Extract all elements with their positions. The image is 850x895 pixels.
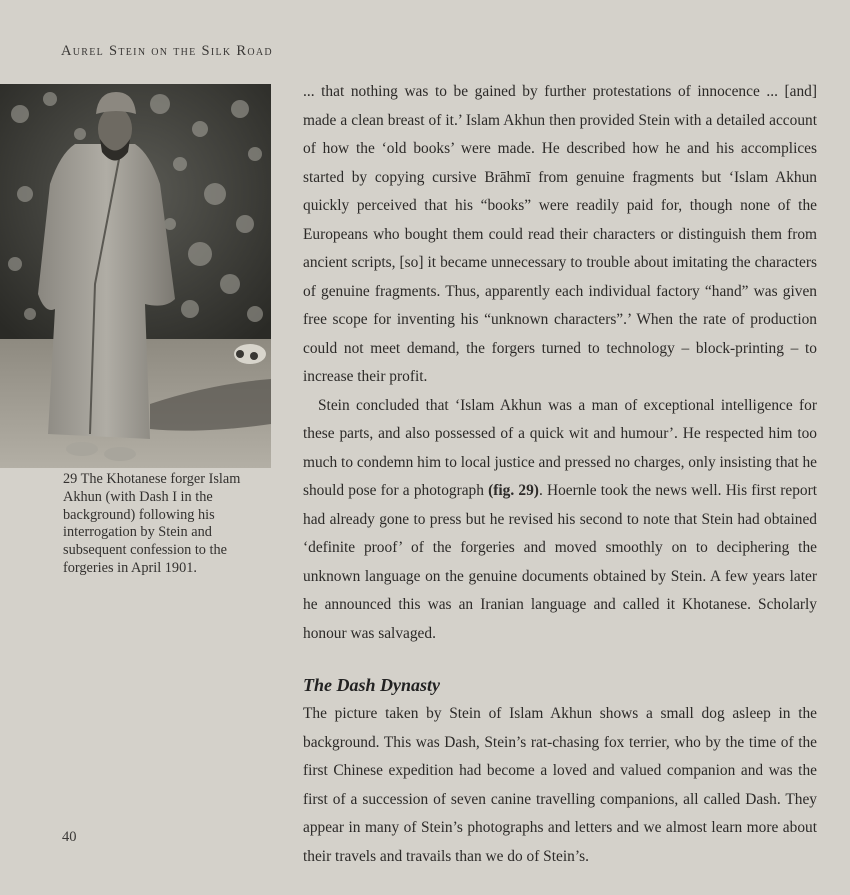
paragraph-2-text-a: Stein concluded that ‘Islam Akhun was a man of exceptional intelligence for these parts, and also possessed of a quick wit and humour’. He respected him too much to condemn him to local justice and pressed no charges, only insisting that he should pose for a photograph	[303, 396, 817, 499]
figure-photograph	[0, 84, 271, 468]
paragraph-2-text-b: . Hoernle took the news well. His first report had already gone to press but he revised his second to note that Stein had obtained ‘definite proof’ of the forgeries and moved smoothly on to deciphering the unknown language on the genuine documents obtained by Stein. A few years later he announced this was an Iranian language and called it Khotanese. Scholarly honour was salvaged.	[303, 482, 818, 642]
running-head: Aurel Stein on the Silk Road	[61, 43, 273, 59]
paragraph-3: The picture taken by Stein of Islam Akhun shows a small dog asleep in the background. This was Dash, Stein’s rat-chasing fox terrier, who by the time of the first Chinese expedition had become a loved and valued companion and was the first of a succession of seven canine travelling companions, all called Dash. They appear in many of Stein’s photographs and letters and we almost learn more about their travels and travails than we do of Stein’s.	[303, 705, 817, 865]
figure-caption: 29 The Khotanese forger Islam Akhun (with Dash I in the background) following his interrogation by Stein and subsequent confession to the forgeries in April 1901.	[63, 471, 241, 576]
paragraph-2	[303, 392, 817, 649]
figure-reference: (fig. 29)	[488, 482, 539, 499]
paragraph-1: ... that nothing was to be gained by further protestations of innocence ... [and] made a clean breast of it.’ Islam Akhun then provided Stein with a detailed account of how the ‘old books’ were made. He described how he and his accomplices started by copying cursive Brāhmī from genuine fragments but ‘Islam Akhun quickly perceived that his “books” were readily paid for, though none of the Europeans who bought them could read their characters or distinguish them from ancient scripts, [so] it became unnecessary to trouble about imitating the characters of genuine fragments. Thus, apparently each individual factory “hand” was given free scope for inventing his “unknown characters”.’ When the rate of production could not meet demand, the forgers turned to technology – block-printing – to increase their profit.	[303, 83, 817, 385]
main-text	[303, 78, 817, 871]
section-heading: The Dash Dynasty	[303, 675, 441, 695]
photo-illustration	[0, 84, 271, 468]
page-number: 40	[62, 829, 77, 845]
